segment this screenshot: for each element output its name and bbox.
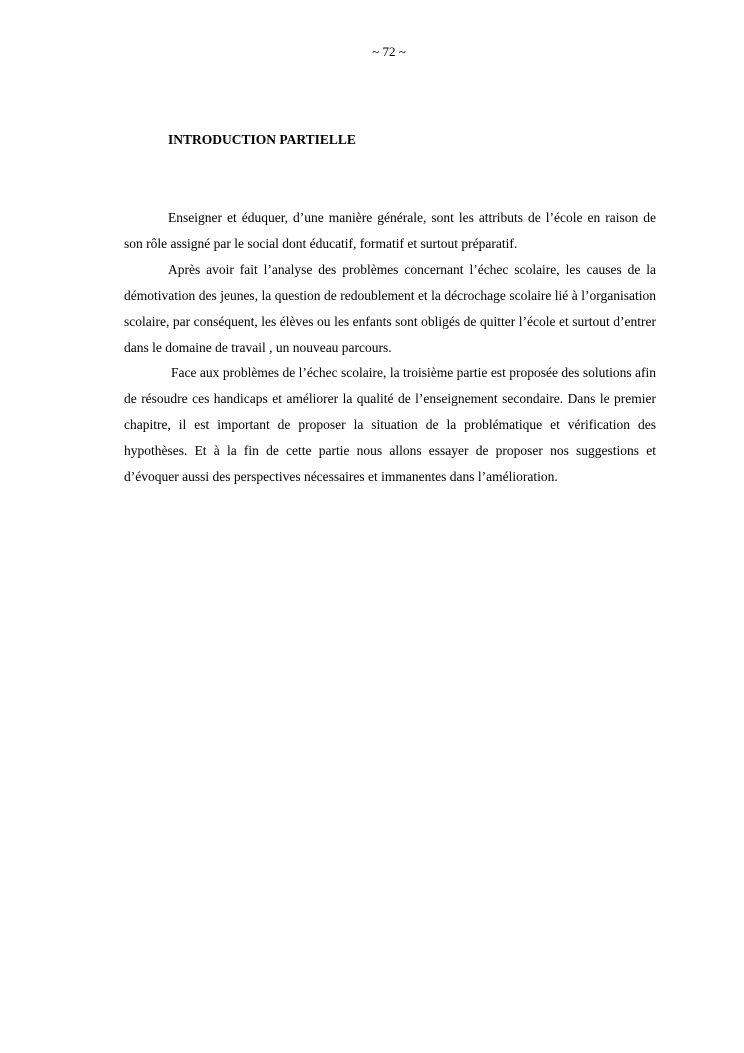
- body-text: [124, 205, 656, 490]
- page-number: ~ 72 ~: [372, 44, 406, 59]
- paragraph-2: Après avoir fait l’analyse des problèmes concernant l’échec scolaire, les causes de la démotivation des jeunes, la question de redoublement et la décrochage scolaire lié à l’organisation scolaire, par conséquent, les élèves ou les enfants sont obligés de quitter l’école et surtout d’entrer dans le domaine de travail , un nouveau parcours.: [124, 261, 656, 355]
- section-title: INTRODUCTION PARTIELLE: [168, 132, 356, 147]
- paragraph-1: Enseigner et éduquer, d’une manière générale, sont les attributs de l’école en raison de son rôle assigné par le social dont éducatif, formatif et surtout préparatif.: [124, 210, 656, 251]
- paragraph-3: Face aux problèmes de l’échec scolaire, la troisième partie est proposée des solutions afin de résoudre ces handicaps et améliorer la qualité de l’enseignement secondaire. Dans le premier chapitre, il est important de proposer la situation de la problématique et vérification des hypothèses. Et à la fin de cette partie nous allons essayer de proposer nos suggestions et d’évoquer aussi des perspectives nécessaires et immanentes dans l’amélioration.: [124, 365, 656, 485]
